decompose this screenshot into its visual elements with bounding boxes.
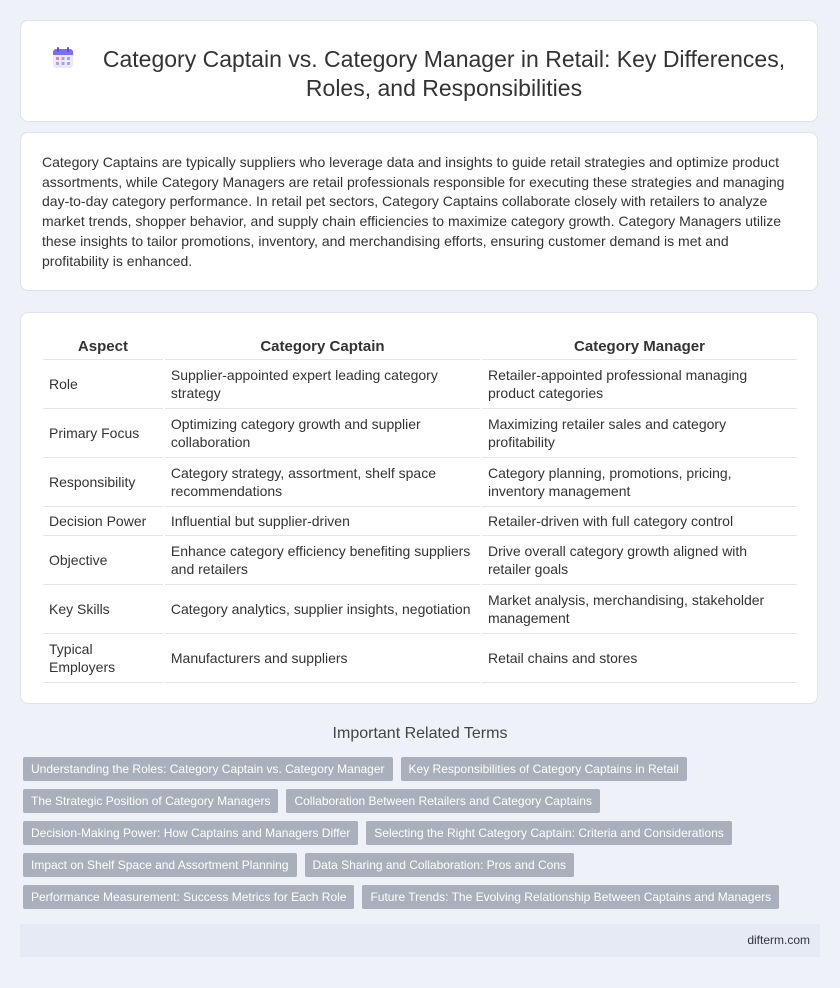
tag-row bbox=[23, 885, 803, 909]
row-aspect: Role bbox=[43, 360, 163, 409]
row-manager: Drive overall category growth aligned with retailer goals bbox=[482, 536, 797, 585]
row-manager: Category planning, promotions, pricing, inventory management bbox=[482, 458, 797, 507]
calendar-icon bbox=[51, 46, 75, 70]
row-captain: Category analytics, supplier insights, negotiation bbox=[165, 585, 480, 634]
table-row bbox=[43, 507, 797, 536]
row-manager: Maximizing retailer sales and category profitability bbox=[482, 409, 797, 458]
tag-row bbox=[23, 757, 803, 781]
header-category-captain: Category Captain bbox=[165, 332, 480, 360]
table-row bbox=[43, 634, 797, 683]
table-row bbox=[43, 360, 797, 409]
tag-row bbox=[23, 853, 803, 877]
table-row bbox=[43, 536, 797, 585]
row-captain: Enhance category efficiency benefiting suppliers and retailers bbox=[165, 536, 480, 585]
row-aspect: Decision Power bbox=[43, 507, 163, 536]
row-captain: Category strategy, assortment, shelf space recommendations bbox=[165, 458, 480, 507]
footer bbox=[20, 924, 820, 957]
row-aspect: Responsibility bbox=[43, 458, 163, 507]
intro-card bbox=[20, 132, 818, 291]
related-term-tag[interactable]: Selecting the Right Category Captain: Criteria and Considerations bbox=[366, 821, 732, 845]
related-term-tag[interactable]: Performance Measurement: Success Metrics for Each Role bbox=[23, 885, 354, 909]
related-term-tag[interactable]: Impact on Shelf Space and Assortment Planning bbox=[23, 853, 297, 877]
related-terms-list bbox=[23, 757, 803, 917]
table-row bbox=[43, 585, 797, 634]
related-term-tag[interactable]: Collaboration Between Retailers and Category Captains bbox=[286, 789, 600, 813]
header-aspect: Aspect bbox=[43, 332, 163, 360]
intro-paragraph: Category Captains are typically suppliers who leverage data and insights to guide retail strategies and optimize product assortments, while Category Managers are retail professionals responsible for executing these strategies and managing day-to-day category performance. In retail pet sectors, Category Captains collaborate closely with retailers to analyze market trends, shopper behavior, and supply chain efficiencies to maximize category growth. Category Managers utilize these insights to tailor promotions, inventory, and merchandising efforts, ensuring customer demand is met and profitability is enhanced. bbox=[42, 154, 785, 269]
row-captain: Optimizing category growth and supplier collaboration bbox=[165, 409, 480, 458]
row-captain: Manufacturers and suppliers bbox=[165, 634, 480, 683]
tag-row bbox=[23, 821, 803, 845]
header-category-manager: Category Manager bbox=[482, 332, 797, 360]
title-card bbox=[20, 20, 818, 122]
related-term-tag[interactable]: Data Sharing and Collaboration: Pros and Cons bbox=[305, 853, 575, 877]
row-captain: Influential but supplier-driven bbox=[165, 507, 480, 536]
row-manager: Retailer-driven with full category control bbox=[482, 507, 797, 536]
row-aspect: Key Skills bbox=[43, 585, 163, 634]
related-term-tag[interactable]: Understanding the Roles: Category Captain vs. Category Manager bbox=[23, 757, 393, 781]
table-row bbox=[43, 409, 797, 458]
table-row bbox=[43, 458, 797, 507]
related-term-tag[interactable]: The Strategic Position of Category Managers bbox=[23, 789, 278, 813]
table-header-row bbox=[43, 332, 797, 360]
row-captain: Supplier-appointed expert leading category strategy bbox=[165, 360, 480, 409]
page-title: Category Captain vs. Category Manager in Retail: Key Differences, Roles, and Responsibilities bbox=[102, 46, 786, 101]
tag-row bbox=[23, 789, 803, 813]
row-aspect: Typical Employers bbox=[43, 634, 163, 683]
related-terms-heading: Important Related Terms bbox=[332, 725, 508, 742]
related-term-tag[interactable]: Future Trends: The Evolving Relationship Between Captains and Managers bbox=[362, 885, 779, 909]
row-manager: Retailer-appointed professional managing product categories bbox=[482, 360, 797, 409]
row-aspect: Objective bbox=[43, 536, 163, 585]
related-term-tag[interactable]: Key Responsibilities of Category Captains in Retail bbox=[401, 757, 687, 781]
row-manager: Retail chains and stores bbox=[482, 634, 797, 683]
related-term-tag[interactable]: Decision-Making Power: How Captains and Managers Differ bbox=[23, 821, 358, 845]
row-manager: Market analysis, merchandising, stakeholder management bbox=[482, 585, 797, 634]
comparison-table-card bbox=[20, 312, 818, 704]
row-aspect: Primary Focus bbox=[43, 409, 163, 458]
footer-site-link[interactable]: difterm.com bbox=[747, 933, 810, 947]
comparison-table bbox=[41, 332, 799, 683]
